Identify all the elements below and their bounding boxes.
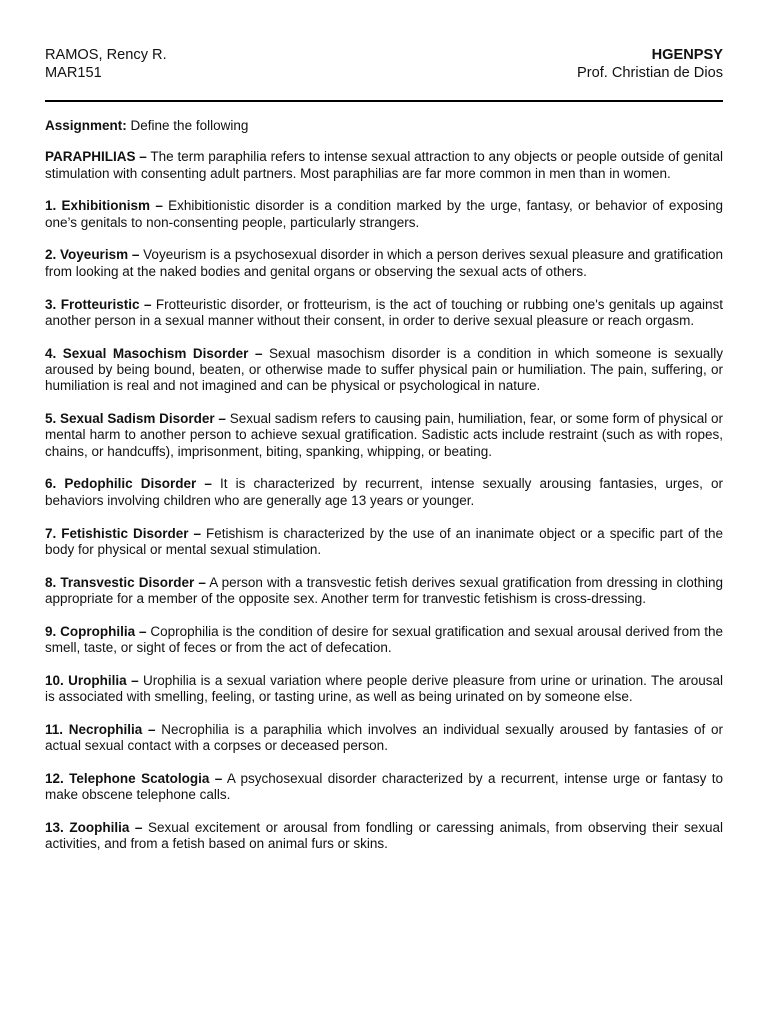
- course-info: [577, 46, 723, 82]
- definition-term: 9. Coprophilia –: [45, 623, 147, 639]
- definition-item-9: [45, 624, 723, 657]
- definition-term: 7. Fetishistic Disorder –: [45, 525, 202, 541]
- definition-text: The term paraphilia refers to intense sexual attraction to any objects or people outside of genital stimulation with consenting adult partners. Most paraphilias are far more common in men than in women.: [45, 149, 723, 181]
- definition-text: It is characterized by recurrent, intense sexually arousing fantasies, urges, or behaviors involving children who are generally age 13 years or younger.: [45, 476, 723, 508]
- definition-term: 8. Transvestic Disorder –: [45, 574, 206, 590]
- section-code: MAR151: [45, 65, 102, 81]
- definition-text: Frotteuristic disorder, or frotteurism, is the act of touching or rubbing one's genitals up against another person in a sexual manner without their consent, in order to derive sexual pleasure or reach orgasm.: [45, 296, 723, 328]
- document-header: [45, 46, 723, 86]
- definition-term: 3. Frotteuristic –: [45, 296, 152, 312]
- professor-name: Prof. Christian de Dios: [577, 65, 723, 81]
- definition-term: 6. Pedophilic Disorder –: [45, 476, 212, 492]
- definition-term: 2. Voyeurism –: [45, 247, 140, 263]
- definition-text: Necrophilia is a paraphilia which involves an individual sexually aroused by fantasies of or actual sexual contact with a corpses or deceased person.: [45, 721, 723, 754]
- assignment-label: Assignment:: [45, 118, 127, 133]
- definition-item-3: [45, 297, 723, 330]
- definition-term: 11. Necrophilia –: [45, 721, 156, 737]
- definition-text: Sexual sadism refers to causing pain, humiliation, fear, or some form of physical or mental harm to another person to achieve sexual gratification. Sadistic acts include restraint (such as with ropes, chains, or handcuffs), imprisonment, biting, spanking, whipping, or beating.: [45, 411, 723, 459]
- definition-text: A psychosexual disorder characterized by a recurrent, intense urge or fantasy to make obscene telephone calls.: [45, 771, 723, 803]
- definition-term: 13. Zoophilia –: [45, 820, 143, 836]
- student-info: [45, 46, 167, 82]
- definition-item-13: [45, 820, 723, 853]
- definition-term: 5. Sexual Sadism Disorder –: [45, 411, 226, 427]
- definition-text: Sexual excitement or arousal from fondling or caressing animals, from observing their sexual activities, and from a fetish based on animal furs or skins.: [45, 820, 723, 852]
- definition-text: Sexual masochism disorder is a condition in which someone is sexually aroused by being bound, beaten, or otherwise made to suffer physical pain or humiliation. The pain, suffering, or humiliation is real and not imagined and can be physical or psychological in nature.: [45, 345, 723, 394]
- definition-item-2: [45, 247, 723, 280]
- assignment-text: Define the following: [130, 118, 249, 133]
- course-code: HGENPSY: [651, 47, 723, 63]
- document-body: [45, 118, 723, 869]
- paraphilias-definition: [45, 149, 723, 182]
- definition-item-8: [45, 575, 723, 608]
- student-name: RAMOS, Rency R.: [45, 47, 167, 63]
- definition-text: Exhibitionistic disorder is a condition marked by the urge, fantasy, or behavior of exposing one’s genitals to non-consenting people, particularly strangers.: [45, 198, 723, 230]
- definition-item-5: [45, 411, 723, 460]
- definition-text: Urophilia is a sexual variation where people derive pleasure from urine or urination. The arousal is associated with smelling, feeling, or tasting urine, as well as being urinated on by someone else.: [45, 672, 723, 705]
- assignment-line: [45, 118, 723, 134]
- definition-item-6: [45, 476, 723, 509]
- definition-item-1: [45, 198, 723, 231]
- definition-item-11: [45, 722, 723, 755]
- definition-item-12: [45, 771, 723, 804]
- definition-item-7: [45, 526, 723, 559]
- definition-term: 12. Telephone Scatologia –: [45, 771, 223, 787]
- definition-term: 10. Urophilia –: [45, 672, 139, 688]
- header-divider: [45, 100, 723, 102]
- definition-term: PARAPHILIAS –: [45, 149, 147, 165]
- definition-text: A person with a transvestic fetish derives sexual gratification from dressing in clothing appropriate for a member of the opposite sex. Another term for tranvestic fetishism is cross-dressing.: [45, 574, 723, 606]
- definition-term: 4. Sexual Masochism Disorder –: [45, 345, 263, 361]
- definition-text: Fetishism is characterized by the use of an inanimate object or a specific part of the body for physical or mental sexual stimulation.: [45, 525, 723, 557]
- definition-text: Coprophilia is the condition of desire for sexual gratification and sexual arousal derived from the smell, taste, or sight of feces or from the act of defecation.: [45, 623, 723, 656]
- definition-text: Voyeurism is a psychosexual disorder in which a person derives sexual pleasure and gratification from looking at the naked bodies and genital organs or observing the sexual acts of others.: [45, 247, 723, 279]
- definition-item-10: [45, 673, 723, 706]
- definition-item-4: [45, 346, 723, 395]
- definition-term: 1. Exhibitionism –: [45, 198, 163, 214]
